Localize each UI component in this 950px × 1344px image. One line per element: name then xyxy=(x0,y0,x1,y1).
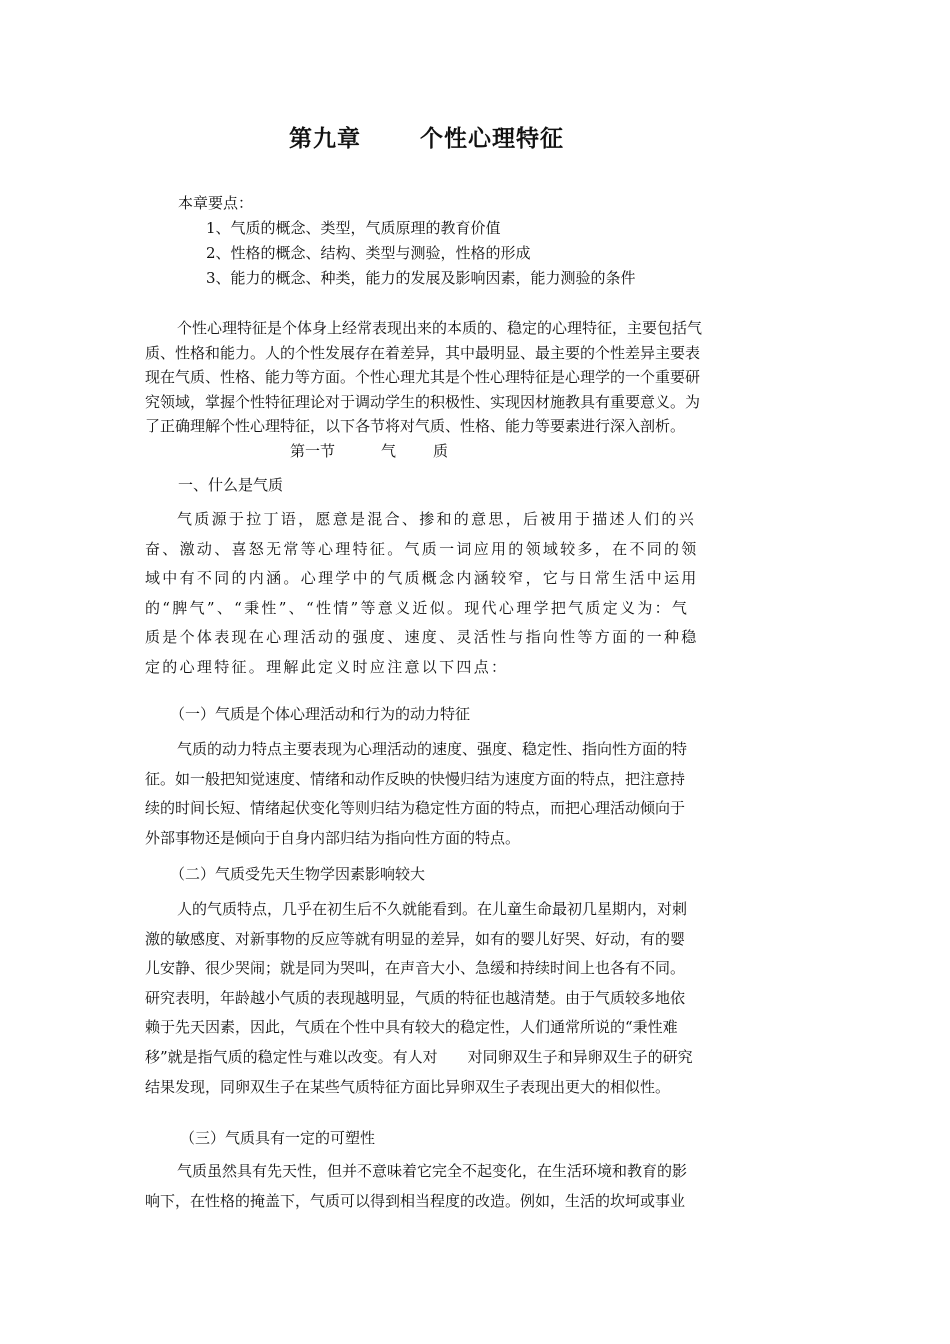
point-heading: （二）气质受先天生物学因素影响较大 xyxy=(170,865,426,883)
text-line: 结果发现，同卵双生子在某些气质特征方面比异卵双生子表现出更大的相似性。 xyxy=(145,1077,671,1096)
chapter-title: 个性心理特征 xyxy=(420,126,564,152)
text-line: 气质的动力特点主要表现为心理活动的速度、强度、稳定性、指向性方面的特 xyxy=(177,740,688,758)
point-2-paragraph xyxy=(145,895,757,1102)
chapter-number: 第九章 xyxy=(289,126,361,152)
text-line: 质是个体表现在心理活动的强度、速度、灵活性与指向性等方面的一种稳 xyxy=(145,628,699,646)
text-line: 激的敏感度、对新事物的反应等就有明显的差异，如有的婴儿好哭、好动，有的婴 xyxy=(145,929,686,948)
text-line: 域中有不同的内涵。心理学中的气质概念内涵较窄，它与日常生活中运用 xyxy=(145,569,699,587)
text-line: 究领域，掌握个性特征理论对于调动学生的积极性、实现因材施教具有重要意义。为 xyxy=(145,392,701,411)
point-heading: （三）气质具有一定的可塑性 xyxy=(180,1129,376,1147)
text-line: 了正确理解个性心理特征，以下各节将对气质、性格、能力等要素进行深入剖析。 xyxy=(145,417,686,435)
key-point-item: 2、性格的概念、结构、类型与测验，性格的形成 xyxy=(206,244,531,262)
text-line: 人的气质特点，几乎在初生后不久就能看到。在儿童生命最初几星期内，对刺 xyxy=(177,900,688,918)
section-title-part: 气 xyxy=(381,442,397,460)
text-line: 定的心理特征。理解此定义时应注意以下四点： xyxy=(145,657,509,676)
definition-paragraph xyxy=(145,505,757,682)
intro-paragraph xyxy=(145,316,757,439)
section-title-part: 质 xyxy=(433,442,449,460)
text-line: 研究表明，年龄越小气质的表现越明显，气质的特征也越清楚。由于气质较多地依 xyxy=(145,988,686,1007)
text-line: 的“脾气”、“秉性”、“性情”等意义近似。现代心理学把气质定义为：气 xyxy=(145,598,690,617)
text-line: 儿安静、很少哭闹；就是同为哭叫，在声音大小、急缓和持续时间上也各有不同。 xyxy=(145,959,686,978)
text-line: 气质虽然具有先天性，但并不意味着它完全不起变化，在生活环境和教育的影 xyxy=(177,1162,688,1180)
text-line: 征。如一般把知觉速度、情绪和动作反映的快慢归结为速度方面的特点，把注意持 xyxy=(145,769,686,788)
key-points-heading: 本章要点： xyxy=(178,194,254,212)
subsection-heading: 一、什么是气质 xyxy=(178,476,284,494)
point-3-paragraph xyxy=(145,1157,757,1216)
text-line: 气质源于拉丁语，愿意是混合、掺和的意思，后被用于描述人们的兴 xyxy=(177,510,697,528)
text-line: 外部事物还是倾向于自身内部归结为指向性方面的特点。 xyxy=(145,828,521,847)
key-point-item: 3、能力的概念、种类，能力的发展及影响因素，能力测验的条件 xyxy=(206,269,636,287)
text-line: 响下，在性格的掩盖下，气质可以得到相当程度的改造。例如，生活的坎坷或事业 xyxy=(145,1191,686,1210)
point-heading: （一）气质是个体心理活动和行为的动力特征 xyxy=(170,705,471,723)
section-number: 第一节 xyxy=(290,442,336,460)
text-line: 移”就是指气质的稳定性与难以改变。有人对 对同卵双生子和异卵双生子的研究 xyxy=(145,1047,693,1066)
text-line: 续的时间长短、情绪起伏变化等则归结为稳定性方面的特点，而把心理活动倾向于 xyxy=(145,799,686,818)
point-1-paragraph xyxy=(145,735,757,853)
text-line: 赖于先天因素，因此，气质在个性中具有较大的稳定性，人们通常所说的“秉性难 xyxy=(145,1018,678,1037)
key-point-item: 1、气质的概念、类型，气质原理的教育价值 xyxy=(206,219,501,237)
text-line: 奋、激动、喜怒无常等心理特征。气质一词应用的领域较多，在不同的领 xyxy=(145,539,699,558)
text-line: 个性心理特征是个体身上经常表现出来的本质的、稳定的心理特征，主要包括气 xyxy=(177,319,703,337)
text-line: 现在气质、性格、能力等方面。个性心理尤其是个性心理特征是心理学的一个重要研 xyxy=(145,368,701,386)
text-line: 质、性格和能力。人的个性发展存在着差异，其中最明显、最主要的个性差异主要表 xyxy=(145,343,701,362)
